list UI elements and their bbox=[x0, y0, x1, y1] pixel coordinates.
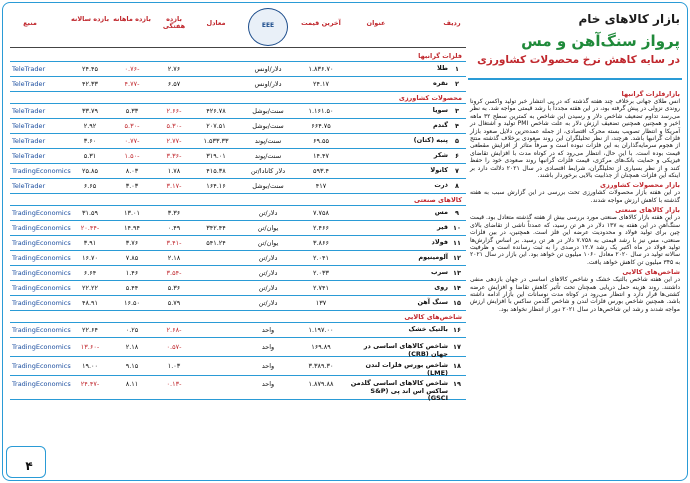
header-yearly: بازده سالانه bbox=[70, 15, 110, 23]
cell-row-number: ۱۷ bbox=[453, 343, 461, 351]
cell-weekly: -۲.۶۶ bbox=[166, 107, 182, 115]
table-row bbox=[10, 221, 466, 236]
cell-monthly: -۴.۷۷ bbox=[124, 80, 140, 88]
cell-monthly: -۰.۷۷ bbox=[124, 137, 140, 145]
article-body bbox=[470, 90, 680, 315]
cell-name: پنبه (کتان) bbox=[413, 136, 448, 144]
cell-name: شکر bbox=[433, 151, 448, 159]
cell-yearly: ۱۹.۰۰ bbox=[81, 362, 99, 370]
cell-name: سرب bbox=[431, 268, 448, 276]
cell-equivalent: ۲۰۷.۵۱ bbox=[206, 122, 226, 130]
cell-yearly: ۲۴.۴۵ bbox=[81, 65, 99, 73]
cell-monthly: ۸.۰۳ bbox=[125, 167, 139, 175]
cell-monthly: ۵.۳۳ bbox=[125, 107, 139, 115]
header-monthly: بازده ماهانه bbox=[113, 15, 151, 23]
cell-yearly: ۳.۹۱ bbox=[83, 239, 97, 247]
article-paragraph-industrial: در این هفته بازار کالاهای صنعتی مورد بررسی بیش از هفته گذشته متعادل بود. قیمت سنگ‌آهن در این هفته به ۱۳۷ دلار در هر تن رسید، که عمدتاً ناشی از تقاضای بالای چین برای تولید فولاد و محدودیت عرضه این فلز است. همچنین، در بین فلزات صنعتی، مس نیز با رشد قیمتی به ۷.۷۵۸ دلار در هر تن رسید. بر اساس گزارش‌ها تولید فولاد در ماه اکتبر یک رشد ۱۲.۷ درصدی را به ثبت رسانده است و ظرفیت سالانه تولید در سال ۲۰۲۰ معادل ۱۰۶۰ میلیون تن خواهد بود. این بازار در سال ۲۰۲۱ به ۳۴۵ میلیون تن کاهش خواهد یافت. bbox=[470, 214, 681, 266]
cell-row-number: ۱۵ bbox=[453, 299, 461, 307]
cell-monthly: ۳.۷۶ bbox=[125, 239, 139, 247]
cell-row-number: ۱۱ bbox=[453, 239, 461, 247]
cell-equivalent: ۴۲۶.۷۸ bbox=[206, 107, 226, 115]
cell-unit: واحد bbox=[261, 326, 275, 334]
cell-monthly: ۵.۴۴ bbox=[125, 284, 139, 292]
cell-row-number: ۱۹ bbox=[453, 380, 461, 388]
cell-last-price: ۳.۸۶۶ bbox=[312, 239, 330, 247]
cell-unit: سنت/پوند bbox=[254, 137, 282, 145]
cell-row-number: ۲ bbox=[455, 80, 459, 88]
cell-monthly: -۵.۳۰ bbox=[124, 122, 140, 130]
cell-equivalent: ۴۱۵.۳۸ bbox=[206, 167, 226, 175]
table-row bbox=[10, 323, 466, 338]
cell-last-price: ۱۶۹.۸۹ bbox=[311, 343, 331, 351]
cell-unit: یوان/تن bbox=[257, 239, 279, 247]
cell-equivalent: ۳۴۲.۴۴ bbox=[206, 224, 226, 232]
title-line-2: پرواز سنگ‌آهن و مس bbox=[521, 32, 680, 50]
cell-unit: سنت/پوند bbox=[254, 152, 282, 160]
table-row bbox=[10, 266, 466, 281]
cell-name: کانولا bbox=[430, 166, 448, 174]
cell-name: بالتیک خشک bbox=[408, 325, 448, 333]
cell-weekly: -۰.۱۳ bbox=[166, 380, 182, 388]
cell-yearly: ۳.۶۰ bbox=[83, 137, 97, 145]
cell-name: گندم bbox=[433, 121, 448, 129]
cell-monthly: ۱۳.۰۱ bbox=[123, 209, 141, 217]
cell-last-price: ۴۱۷ bbox=[315, 182, 327, 190]
cell-source: TeleTrader bbox=[12, 152, 46, 160]
cell-name: شاخص بورس فلزات لندن (LME) bbox=[365, 361, 448, 377]
cell-unit: سنت/بوشل bbox=[252, 122, 284, 130]
cell-monthly: ۲.۱۸ bbox=[125, 343, 139, 351]
cell-row-number: ۱۳ bbox=[453, 269, 461, 277]
table-row bbox=[10, 206, 466, 221]
cell-row-number: ۴ bbox=[455, 122, 459, 130]
cell-last-price: ۲.۰۴۱ bbox=[312, 254, 330, 262]
cell-monthly: ۷.۸۵ bbox=[125, 254, 139, 262]
table-row bbox=[10, 149, 466, 164]
cell-last-price: ۲.۴۶۶ bbox=[312, 224, 330, 232]
cell-source: TeleTrader bbox=[12, 65, 46, 73]
cell-row-number: ۷ bbox=[455, 167, 459, 175]
cell-last-price: ۲۴.۱۷ bbox=[312, 80, 330, 88]
cell-yearly: ۲.۹۲ bbox=[83, 122, 97, 130]
cell-yearly: -۲۰.۴۴ bbox=[80, 224, 100, 232]
cell-unit: دلار/تن bbox=[258, 284, 278, 292]
article-heading-agri: بازار محصولات کشاورزی bbox=[600, 181, 680, 190]
cell-equivalent: ۱.۵۳۳.۳۳ bbox=[203, 137, 229, 145]
article-heading-industrial: بازار کالاهای صنعتی bbox=[615, 206, 680, 215]
cell-unit: واحد bbox=[261, 362, 275, 370]
cell-unit: دلار کانادا/تن bbox=[250, 167, 286, 175]
cell-yearly: ۱۶.۷۰ bbox=[81, 254, 99, 262]
cell-weekly: -۲.۶۸ bbox=[166, 326, 182, 334]
article-paragraph-indices: در این هفته شاخص بالتیک خشک و شاخص کالاهای اساسی در جهان بازدهی منفی داشتند. روند هزینه حمل دریایی همچنان تحت تأثیر کاهش تقاضا و افزایش عرضه کشتی‌ها قرار دارد و انتظار می‌رود در کوتاه مدت نوسانات این بازار ادامه داشته باشد. همچنین شاخص بورس فلزات لندن و شاخص گلدمن ساکس با افزایش ارزش مواجه شدند و رشد این شاخص‌ها در سال ۲۰۲۱ دور از انتظار نخواهد بود. bbox=[470, 276, 680, 313]
cell-name: نقره bbox=[433, 79, 448, 87]
cell-unit: سنت/بوشل bbox=[252, 182, 284, 190]
cell-weekly: ۲.۷۶ bbox=[167, 65, 181, 73]
article-paragraph-metals: انس طلای جهانی برخلاف چند هفته گذشته که در پی انتشار خبر تولید واکسن کرونا روندی نزولی در پیش گرفته بود، در این هفته مجدداً با رشد قیمتی مواجه شد. به نظر می‌رسد تداوم تضعیف شاخص دلار و رسیدن این شاخص به کمترین سطح ۳۲ ماهه اخیر و همچنین همچنین تضعیف ارزش دلار به علت شاخص PMI تولید و اشتغال در آمریکا و انتظار تصویب بسته محرک اقتصادی، از جمله عمده‌ترین دلایل صعود بازار فلزات گرانبها باشد. هرچند، از نظر تحلیلگران این روند صعودی برخلاف گذشته منتج از هجوم سرمایه‌گذاران به این فلزات نبوده است و صرفاً متاثر از افزایش مقطعی قیمت بوده است. با این حال، انتظار می‌رود که در کوتاه مدت با افزایش تقاضای فیزیکی و حمایت بانک‌های مرکزی، قیمت فلزات گرانبها روند صعودی خود را حفظ کنند و از نظر بسیاری از تحلیلگران، شرایط اقتصادی در سال ۲۰۲۱ دلالت دارد بر اینکه این فلزات همچنان از جذابیت بالایی برخوردار باشند. bbox=[470, 98, 680, 180]
cell-name: سنگ آهن bbox=[417, 298, 448, 306]
cell-source: TeleTrader bbox=[12, 122, 46, 130]
cell-row-number: ۹ bbox=[455, 209, 459, 217]
cell-weekly: -۵.۳۰ bbox=[166, 122, 182, 130]
cell-yearly: ۳۱.۵۹ bbox=[81, 209, 99, 217]
cell-unit: سنت/بوشل bbox=[252, 107, 284, 115]
cell-name: ذرت bbox=[434, 181, 448, 189]
table-row bbox=[10, 236, 466, 251]
cell-unit: واحد bbox=[261, 343, 275, 351]
cell-row-number: ۱۸ bbox=[453, 362, 461, 370]
cell-weekly: -۰.۵۷ bbox=[166, 343, 182, 351]
cell-row-number: ۱۰ bbox=[453, 224, 461, 232]
title-line-3: در سایه کاهش نرخ محصولات کشاورزی bbox=[477, 54, 680, 66]
cell-source: TradingEconomics bbox=[12, 343, 71, 351]
article-column bbox=[464, 4, 686, 478]
cell-weekly: ۱.۰۳ bbox=[167, 362, 181, 370]
cell-name: آلومینیوم bbox=[418, 253, 448, 261]
cell-source: TeleTrader bbox=[12, 107, 46, 115]
cell-yearly: ۲۲.۲۲ bbox=[81, 284, 99, 292]
cell-unit: دلار/اونس bbox=[254, 65, 282, 73]
cell-unit: دلار/اونس bbox=[254, 80, 282, 88]
cell-unit: واحد bbox=[261, 380, 275, 388]
cell-last-price: ۶۶۴.۷۵ bbox=[311, 122, 331, 130]
cell-last-price: ۱۳۷ bbox=[315, 299, 327, 307]
cell-last-price: ۱۴.۴۷ bbox=[312, 152, 330, 160]
cell-name: شاخص کالاهای اساسی در جهان (CRB) bbox=[363, 342, 448, 358]
cell-yearly: ۴۲.۳۳ bbox=[81, 80, 99, 88]
cell-name: مس bbox=[434, 208, 448, 216]
cell-source: TradingEconomics bbox=[12, 224, 71, 232]
cell-source: TradingEconomics bbox=[12, 269, 71, 277]
cell-unit: دلار/تن bbox=[258, 254, 278, 262]
cell-monthly: ۱۶.۵۰ bbox=[123, 299, 141, 307]
cell-yearly: ۲۲.۶۴ bbox=[81, 326, 99, 334]
article-paragraph-agri: در این هفته بازار محصولات کشاورزی تحت بررسی در این گزارش سبب به هفته گذشته با کاهش ارزش مواجه شدند. bbox=[470, 189, 680, 204]
cell-source: TradingEconomics bbox=[12, 167, 71, 175]
section-header-commodities: محصولات کشاورزی bbox=[10, 92, 466, 104]
cell-yearly: ۴۸.۹۱ bbox=[81, 299, 99, 307]
cell-monthly: -۰.۷۶ bbox=[124, 65, 140, 73]
cell-monthly: ۱۴.۹۴ bbox=[123, 224, 141, 232]
section-header-industrial: کالاهای صنعتی bbox=[10, 194, 466, 206]
header-source: منبع bbox=[23, 19, 37, 27]
commodity-table bbox=[10, 6, 466, 450]
cell-yearly: ۶.۶۵ bbox=[83, 182, 97, 190]
table-row bbox=[10, 281, 466, 296]
table-row bbox=[10, 179, 466, 194]
cell-source: TradingEconomics bbox=[12, 326, 71, 334]
cell-source: TradingEconomics bbox=[12, 209, 71, 217]
cell-weekly: -۳.۴۱ bbox=[166, 239, 182, 247]
cell-yearly: ۲۵.۸۵ bbox=[81, 167, 99, 175]
cell-weekly: -۳.۳۶ bbox=[166, 152, 182, 160]
cell-last-price: ۷.۷۵۸ bbox=[312, 209, 330, 217]
cell-row-number: ۱۲ bbox=[453, 254, 461, 262]
title-line-1: بازار کالاهای خام bbox=[578, 12, 680, 26]
table-header bbox=[10, 6, 466, 48]
cell-weekly: ۵.۳۶ bbox=[167, 284, 181, 292]
cell-weekly: ۵.۷۹ bbox=[167, 299, 181, 307]
table-row bbox=[10, 134, 466, 149]
cell-last-price: ۳.۳۸۹.۳۰ bbox=[308, 362, 334, 370]
cell-yearly: ۵.۳۱ bbox=[83, 152, 97, 160]
header-title: عنوان bbox=[366, 19, 386, 27]
cell-last-price: ۱.۱۶۱.۵۰ bbox=[308, 107, 334, 115]
cell-name: فولاد bbox=[431, 238, 448, 246]
article-heading-metals: بازارفلزات گرانبها bbox=[621, 90, 680, 98]
cell-last-price: ۱.۱۹۷.۰۰ bbox=[308, 326, 334, 334]
cell-yearly: ۶.۶۴ bbox=[83, 269, 97, 277]
cell-last-price: ۵۹۳.۴ bbox=[312, 167, 330, 175]
cell-row-number: ۱ bbox=[455, 65, 459, 73]
cell-name: شاخص کالاهای اساسی گلدمن ساکس اس اند پی (S&P GSCI) bbox=[350, 379, 448, 402]
cell-weekly: -۲.۷۷ bbox=[166, 137, 182, 145]
cell-weekly: ۶.۵۷ bbox=[167, 80, 181, 88]
cell-yearly: ۳۳.۷۹ bbox=[81, 107, 99, 115]
cell-source: TradingEconomics bbox=[12, 362, 71, 370]
table-row bbox=[10, 62, 466, 77]
cell-name: سویا bbox=[432, 106, 448, 114]
cell-last-price: ۱.۸۳۶.۷۰ bbox=[308, 65, 334, 73]
cell-last-price: ۱.۸۷۹.۸۸ bbox=[308, 380, 334, 388]
cell-unit: دلار/تن bbox=[258, 299, 278, 307]
cell-name: روی bbox=[434, 283, 448, 291]
cell-row-number: ۶ bbox=[455, 152, 459, 160]
cell-unit: دلار/تن bbox=[258, 269, 278, 277]
table-row bbox=[10, 119, 466, 134]
cell-monthly: ۰.۲۵ bbox=[125, 326, 139, 334]
cell-equivalent: ۵۴۱.۲۴ bbox=[206, 239, 226, 247]
cell-row-number: ۱۶ bbox=[453, 326, 461, 334]
cell-yearly: -۱۳.۶۰ bbox=[80, 343, 100, 351]
table-row bbox=[10, 338, 466, 357]
cell-monthly: ۸.۱۱ bbox=[125, 380, 139, 388]
cell-source: TradingEconomics bbox=[12, 299, 71, 307]
cell-yearly: -۲۴.۴۷ bbox=[80, 380, 100, 388]
cell-weekly: ۳.۳۶ bbox=[167, 209, 181, 217]
table-row bbox=[10, 164, 466, 179]
cell-unit: دلار/تن bbox=[258, 209, 278, 217]
cell-weekly: -۳.۵۴ bbox=[166, 269, 182, 277]
cell-name: طلا bbox=[436, 64, 448, 72]
article-heading-indices: شاخص‌های کالایی bbox=[622, 268, 680, 277]
cell-row-number: ۱۴ bbox=[453, 284, 461, 292]
cell-monthly: -۱.۵۰ bbox=[124, 152, 140, 160]
header-row-label: ردیف bbox=[443, 19, 461, 27]
logo bbox=[248, 8, 288, 46]
section-header-indices: شاخص‌های کالایی bbox=[10, 311, 466, 323]
cell-monthly: ۳.۰۳ bbox=[125, 182, 139, 190]
cell-monthly: ۹.۱۵ bbox=[125, 362, 139, 370]
cell-monthly: ۱.۴۶ bbox=[125, 269, 139, 277]
logo-text: EEE bbox=[261, 22, 275, 29]
cell-last-price: ۲.۰۳۳ bbox=[312, 269, 330, 277]
table-row bbox=[10, 376, 466, 400]
table-row bbox=[10, 104, 466, 119]
cell-source: TradingEconomics bbox=[12, 254, 71, 262]
cell-source: TeleTrader bbox=[12, 137, 46, 145]
cell-equivalent: ۱۶۴.۱۶ bbox=[206, 182, 226, 190]
table-row bbox=[10, 357, 466, 376]
cell-unit: یوان/تن bbox=[257, 224, 279, 232]
table-row bbox=[10, 251, 466, 266]
cell-last-price: ۲.۷۴۱ bbox=[312, 284, 330, 292]
cell-row-number: ۳ bbox=[455, 107, 459, 115]
cell-row-number: ۸ bbox=[455, 182, 459, 190]
section-header-metals: فلزات گرانبها bbox=[10, 50, 466, 62]
cell-source: TeleTrader bbox=[12, 182, 46, 190]
cell-weekly: -۳.۱۷ bbox=[166, 182, 182, 190]
cell-source: TradingEconomics bbox=[12, 380, 71, 388]
cell-last-price: ۶۹.۵۵ bbox=[312, 137, 330, 145]
header-weekly: بازده هفتگی bbox=[162, 15, 186, 30]
cell-weekly: ۰.۴۹ bbox=[167, 224, 181, 232]
table-row bbox=[10, 77, 466, 92]
cell-name: قیر bbox=[437, 223, 448, 231]
cell-row-number: ۵ bbox=[455, 137, 459, 145]
header-last-price: آخرین قیمت bbox=[301, 19, 341, 27]
table-row bbox=[10, 296, 466, 311]
cell-weekly: ۱.۷۸ bbox=[167, 167, 181, 175]
title-separator bbox=[468, 78, 682, 80]
cell-source: TradingEconomics bbox=[12, 239, 71, 247]
cell-source: TradingEconomics bbox=[12, 284, 71, 292]
cell-equivalent: ۳۱۹.۰۱ bbox=[206, 152, 226, 160]
cell-source: TeleTrader bbox=[12, 80, 46, 88]
cell-weekly: ۲.۱۸ bbox=[167, 254, 181, 262]
table-body bbox=[10, 50, 466, 400]
header-equivalent: معادل bbox=[206, 19, 226, 27]
page-number: ۴ bbox=[25, 459, 33, 473]
